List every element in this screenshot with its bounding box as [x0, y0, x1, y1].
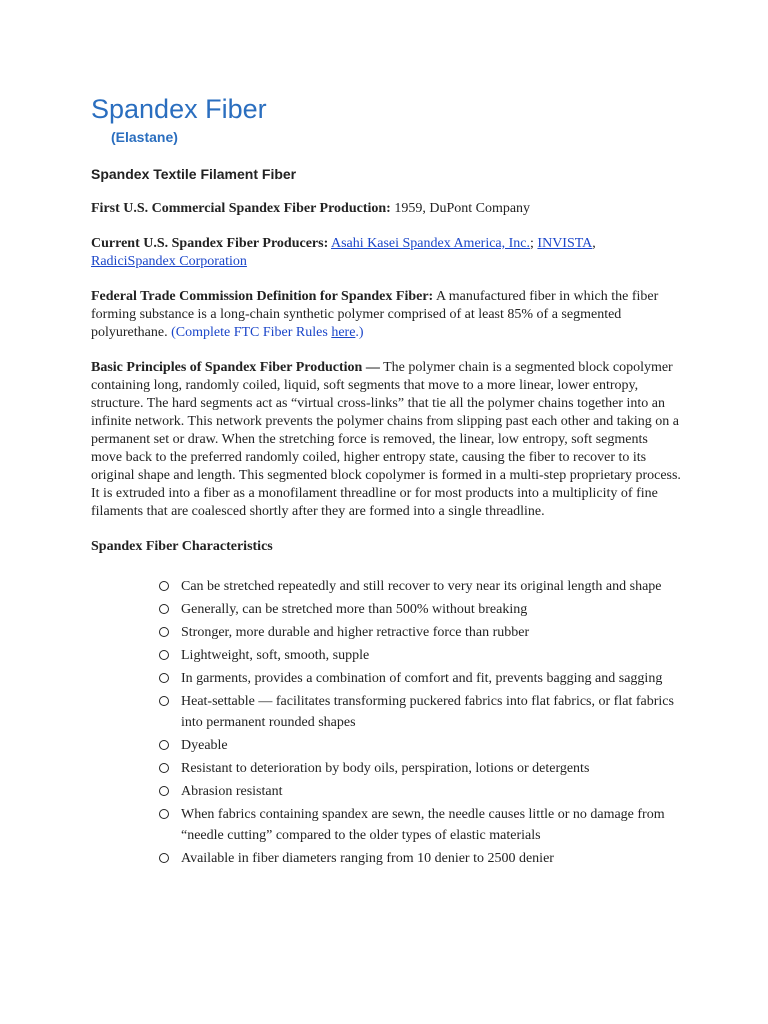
producer-link-radici[interactable]: RadiciSpandex Corporation [91, 254, 247, 269]
list-item-text: Generally, can be stretched more than 500% without breaking [181, 602, 528, 617]
ftc-rules-suffix: .) [355, 325, 364, 340]
ftc-rules-prefix: (Complete FTC Fiber Rules [171, 325, 332, 340]
characteristics-list [91, 576, 679, 869]
circle-bullet-icon [159, 627, 169, 637]
list-item-text: Resistant to deterioration by body oils, perspiration, lotions or detergents [181, 761, 590, 776]
first-production-value: 1959, DuPont Company [390, 201, 531, 216]
circle-bullet-icon [159, 786, 169, 796]
producer-link-asahi[interactable]: Asahi Kasei Spandex America, Inc. [330, 236, 531, 251]
list-item [159, 735, 679, 756]
producers-label: Current U.S. Spandex Fiber Producers: [91, 236, 329, 251]
list-item-text: Abrasion resistant [181, 784, 283, 799]
circle-bullet-icon [159, 650, 169, 660]
ftc-paragraph [91, 288, 681, 342]
list-item [159, 758, 679, 779]
producer-separator: ; [530, 236, 538, 251]
circle-bullet-icon [159, 604, 169, 614]
circle-bullet-icon [159, 809, 169, 819]
producers-paragraph [91, 235, 681, 271]
circle-bullet-icon [159, 740, 169, 750]
list-item [159, 622, 679, 643]
section-heading: Spandex Textile Filament Fiber [91, 166, 297, 182]
list-item-text: Stronger, more durable and higher retractive force than rubber [181, 625, 530, 640]
principles-text: The polymer chain is a segmented block copolymer containing long, randomly coiled, liquid, soft segments that move to a more linear, lower entropy, structure. The hard segments act as “virtual cross-links” that tie all the polymer chains together into an infinite network. This network prevents the polymer chains from slipping past each other and taking on a permanent set or draw. When the stretching force is removed, the linear, low entropy, soft segments move back to the preferred randomly coiled, higher entropy state, causing the fiber to recover to its original shape and length. This segmented block copolymer is formed in a multi-step proprietary process. It is extruded into a fiber as a monofilament threadline or for most products into a multiplicity of fine filaments that are coalesced shortly after they are formed into a single threadline. [91, 360, 681, 519]
list-item-text: In garments, provides a combination of comfort and fit, prevents bagging and sagging [181, 671, 663, 686]
list-item-text: Available in fiber diameters ranging from 10 denier to 2500 denier [181, 851, 554, 866]
list-item-text: Heat-settable — facilitates transforming puckered fabrics into flat fabrics, or flat fabrics into permanent rounded shapes [181, 694, 674, 730]
circle-bullet-icon [159, 763, 169, 773]
list-item [159, 645, 679, 666]
list-item-text: Can be stretched repeatedly and still recover to very near its original length and shape [181, 579, 662, 594]
ftc-text: A manufactured fiber in which the fiber forming substance is a long-chain synthetic polymer comprised of at least 85% of a segmented polyurethane. [91, 289, 659, 340]
first-production-label: First U.S. Commercial Spandex Fiber Production: [91, 201, 391, 216]
producer-link-invista[interactable]: INVISTA [537, 236, 593, 251]
list-item-text: Lightweight, soft, smooth, supple [181, 648, 370, 663]
circle-bullet-icon [159, 696, 169, 706]
circle-bullet-icon [159, 581, 169, 591]
list-item-text: Dyeable [181, 738, 228, 753]
principles-label: Basic Principles of Spandex Fiber Production — [91, 360, 380, 375]
list-item [159, 848, 679, 869]
page-subtitle: (Elastane) [111, 129, 178, 145]
producer-separator: , [592, 236, 596, 251]
first-production-paragraph [91, 200, 681, 218]
page-title: Spandex Fiber [91, 94, 267, 124]
ftc-label: Federal Trade Commission Definition for Spandex Fiber: [91, 289, 434, 304]
circle-bullet-icon [159, 853, 169, 863]
circle-bullet-icon [159, 673, 169, 683]
list-item [159, 781, 679, 802]
document-page [91, 92, 681, 871]
ftc-rules-link[interactable]: here [331, 325, 356, 340]
list-item [159, 804, 679, 846]
list-item-text: When fabrics containing spandex are sewn, the needle causes little or no damage from “needle cutting” compared to the older types of elastic materials [181, 807, 665, 843]
list-item [159, 691, 679, 733]
list-item [159, 576, 679, 597]
principles-paragraph [91, 359, 681, 521]
characteristics-heading: Spandex Fiber Characteristics [91, 539, 273, 554]
list-item [159, 668, 679, 689]
list-item [159, 599, 679, 620]
